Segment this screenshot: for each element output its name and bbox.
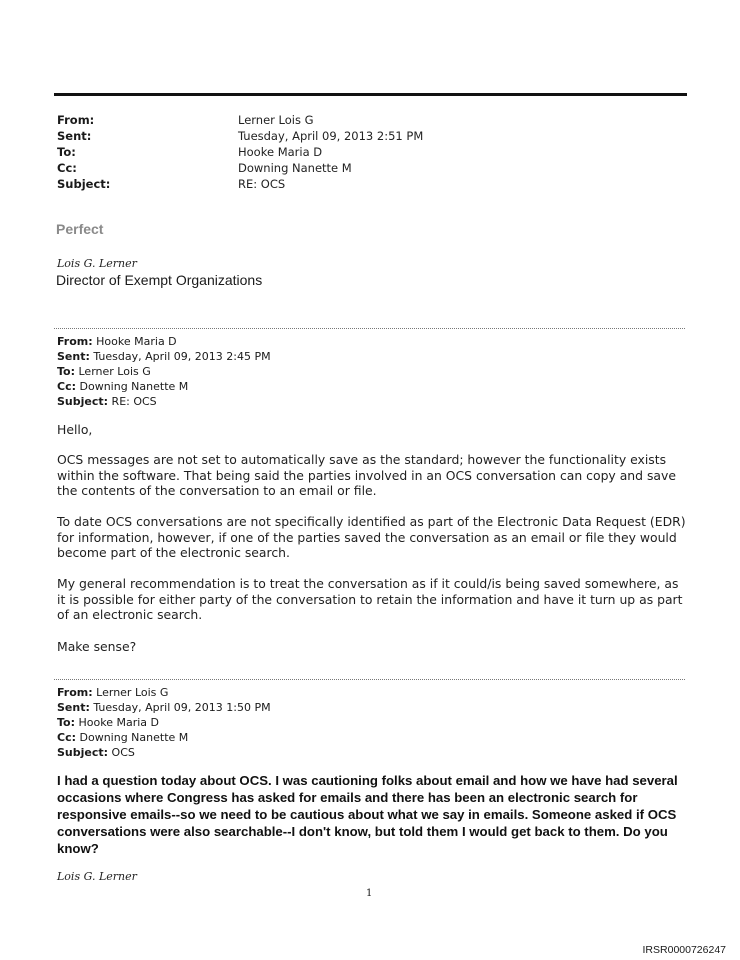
email2-greeting: Hello, [57, 422, 93, 437]
email3-cc: Downing Nanette M [79, 731, 189, 744]
bates-number: IRSR0000726247 [642, 944, 726, 956]
sent-label: Sent: [57, 701, 90, 714]
email1-cc: Downing Nanette M [238, 161, 352, 175]
page-number: 1 [366, 888, 373, 899]
email3-sent: Tuesday, April 09, 2013 1:50 PM [93, 701, 271, 714]
email1-signature: Lois G. Lerner [57, 257, 137, 270]
from-label: From: [57, 335, 93, 348]
cc-label: Cc: [57, 380, 76, 393]
email1-sent: Tuesday, April 09, 2013 2:51 PM [238, 129, 424, 143]
email1-from: Lerner Lois G [238, 113, 314, 127]
email3-to: Hooke Maria D [78, 716, 159, 729]
to-label: To: [57, 365, 75, 378]
email1-subject: RE: OCS [238, 177, 286, 191]
email3-sent-row [57, 700, 271, 715]
email2-paragraph-1: OCS messages are not set to automatically save as the standard; however the functionality exists within the software. That being said the parties involved in an OCS conversation can copy and save the contents of the conversation to an email or file. [57, 452, 676, 498]
email3-from: Lerner Lois G [96, 686, 169, 699]
cc-label: Cc: [57, 731, 76, 744]
email2-to-row [57, 364, 151, 379]
email2-paragraph-2: To date OCS conversations are not specifically identified as part of the Electronic Data Request (EDR) for information, however, if one of the parties saved the conversation as an email or file they would become part of the electronic search. [57, 514, 686, 560]
from-label: From: [57, 686, 93, 699]
email2-closing: Make sense? [57, 639, 137, 654]
email3-body: I had a question today about OCS. I was cautioning folks about email and how we have had several occasions where Congress has asked for emails and there has been an electronic search for responsive emails--so we need to be cautious about what we say in emails. Someone asked if OCS conversations were also searchable--I don't know, but told them I would get back to them. Do you know? [57, 773, 678, 856]
email1-body: Perfect [56, 221, 104, 237]
email2-from: Hooke Maria D [96, 335, 177, 348]
email2-subject-row [57, 394, 157, 409]
message-separator [54, 328, 685, 329]
subject-label: Subject: [57, 177, 111, 191]
email2-subject: RE: OCS [111, 395, 157, 408]
sent-label: Sent: [57, 350, 90, 363]
email2-paragraph-3: My general recommendation is to treat the conversation as if it could/is being saved somewhere, as it is possible for either party of the conversation to retain the information and have it turn up as part of an electronic search. [57, 576, 683, 622]
header-rule [54, 93, 687, 96]
email2-cc-row [57, 379, 188, 394]
email3-to-row [57, 715, 159, 730]
email2-from-row [57, 334, 177, 349]
email3-subject: OCS [111, 746, 135, 759]
from-label: From: [57, 113, 95, 127]
email2-to: Lerner Lois G [78, 365, 151, 378]
email3-subject-row [57, 745, 135, 760]
email1-title: Director of Exempt Organizations [56, 272, 263, 288]
to-label: To: [57, 716, 75, 729]
email1-to: Hooke Maria D [238, 145, 323, 159]
email2-sent-row [57, 349, 271, 364]
to-label: To: [57, 145, 76, 159]
subject-label: Subject: [57, 395, 109, 408]
sent-label: Sent: [57, 129, 92, 143]
email2-cc: Downing Nanette M [79, 380, 189, 393]
email3-signature: Lois G. Lerner [57, 870, 137, 883]
message-separator [54, 679, 685, 680]
email3-cc-row [57, 730, 188, 745]
email2-sent: Tuesday, April 09, 2013 2:45 PM [93, 350, 271, 363]
subject-label: Subject: [57, 746, 109, 759]
cc-label: Cc: [57, 161, 77, 175]
email3-from-row [57, 685, 168, 700]
